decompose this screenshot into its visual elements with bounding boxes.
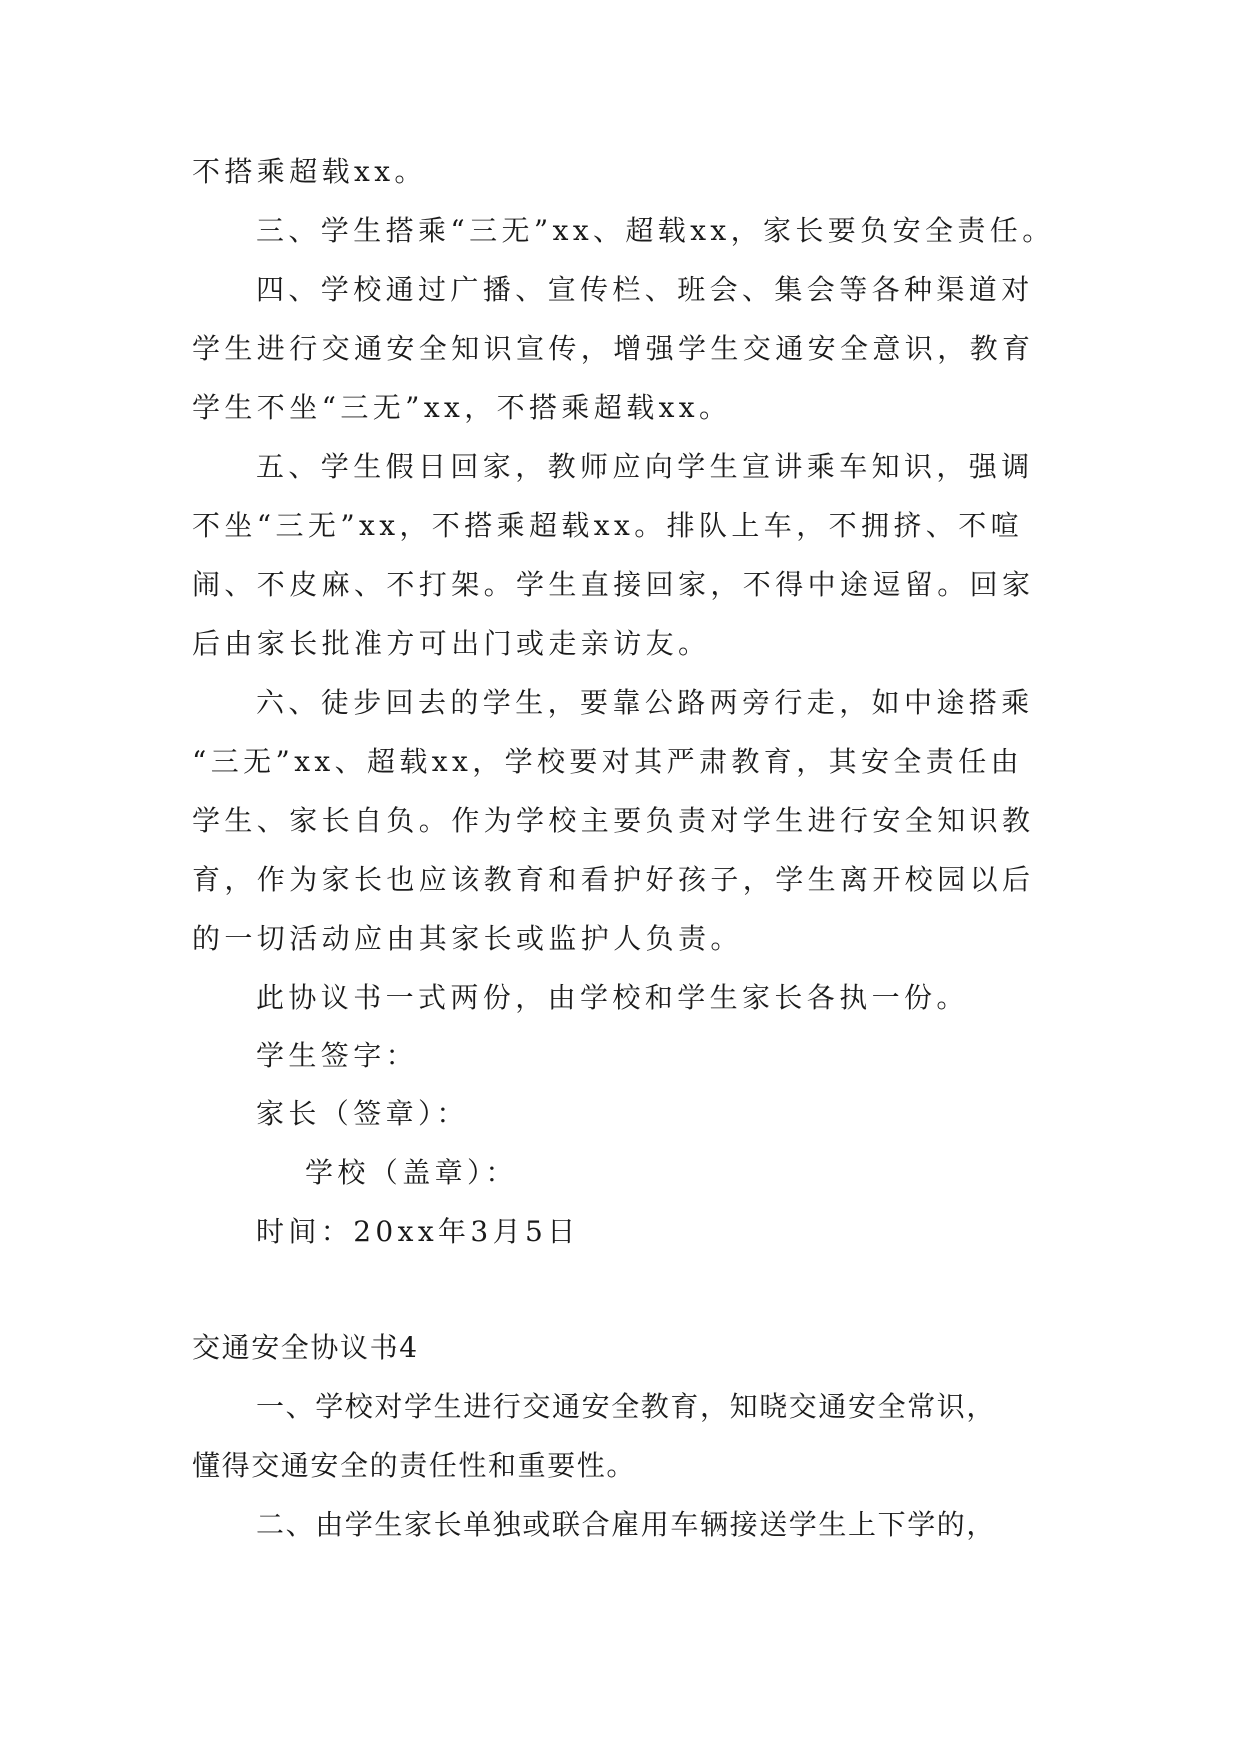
student-signature-label: 学生签字： [256,1039,419,1072]
paragraph-line: 学生、家长自负。作为学校主要负责对学生进行安全知识教 [192,804,1035,837]
paragraph-line: 五、学生假日回家，教师应向学生宣讲乘车知识，强调 [256,450,1034,483]
paragraph-line: 一、学校对学生进行交通安全教育，知晓交通安全常识， [256,1390,997,1423]
paragraph-line: 懂得交通安全的责任性和重要性。 [192,1449,637,1482]
paragraph-line: “三无”xx、超载xx，学校要对其严肃教育，其安全责任由 [192,745,1023,778]
paragraph-line: 学生不坐“三无”xx，不搭乘超载xx。 [192,391,732,424]
section-title: 交通安全协议书4 [192,1331,419,1364]
parent-signature-label: 家长（签章）： [256,1097,469,1130]
date-line: 时间：20xx年3月5日 [256,1215,580,1248]
paragraph-line: 不坐“三无”xx，不搭乘超载xx。排队上车，不拥挤、不喧 [192,509,1023,542]
paragraph-line: 闹、不皮麻、不打架。学生直接回家，不得中途逗留。回家 [192,568,1035,601]
paragraph-line: 的一切活动应由其家长或监护人负责。 [192,922,743,955]
paragraph-line: 三、学生搭乘“三无”xx、超载xx，家长要负安全责任。 [256,214,1055,247]
paragraph-line: 六、徒步回去的学生，要靠公路两旁行走，如中途搭乘 [256,686,1034,719]
school-seal-label: 学校（盖章）： [305,1156,518,1189]
paragraph-line: 四、学校通过广播、宣传栏、班会、集会等各种渠道对 [256,273,1034,306]
paragraph-line: 学生进行交通安全知识宣传，增强学生交通安全意识，教育 [192,332,1035,365]
paragraph-line: 不搭乘超载xx。 [192,155,427,188]
paragraph-line: 后由家长批准方可出门或走亲访友。 [192,627,711,660]
paragraph-line: 二、由学生家长单独或联合雇用车辆接送学生上下学的， [256,1508,997,1541]
paragraph-line: 育，作为家长也应该教育和看护好孩子，学生离开校园以后 [192,863,1035,896]
paragraph-line: 此协议书一式两份，由学校和学生家长各执一份。 [256,981,969,1014]
